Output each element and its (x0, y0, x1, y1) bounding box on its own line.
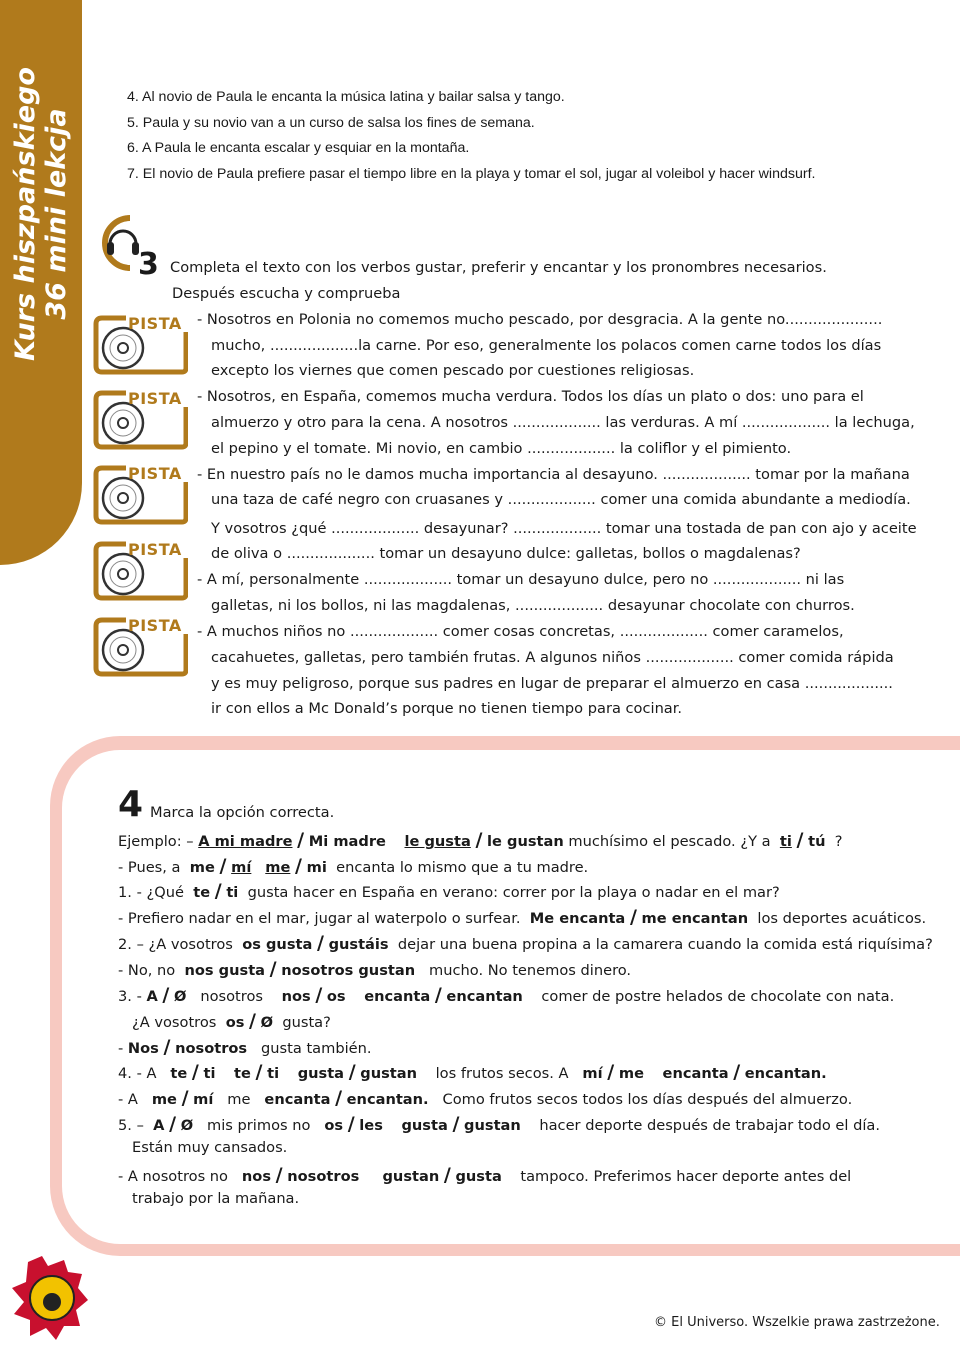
option[interactable]: encantan. (346, 1091, 429, 1108)
exercise-3-instruction-2: Después escucha y comprueba (172, 285, 401, 302)
text: gusta también. (261, 1040, 372, 1057)
option[interactable]: Ø (260, 1014, 274, 1031)
exercise-3-line: excepto los viernes que comen pescado por cuestiones religiosas. (211, 362, 695, 379)
slash: / (295, 855, 302, 877)
text: mis primos no (207, 1117, 311, 1134)
option[interactable]: gustan (464, 1117, 521, 1134)
option[interactable]: gustan (360, 1065, 418, 1082)
text: - Prefiero nadar en el mar, jugar al waterpolo o surfear. (118, 910, 521, 927)
slash: / (796, 829, 804, 851)
pista-label: PISTA (128, 616, 182, 635)
slash: / (249, 1010, 256, 1032)
option[interactable]: nos (241, 1168, 272, 1185)
exercise-4-line (118, 880, 780, 902)
exercise-4-line (118, 958, 631, 980)
exercise-4-line (118, 1061, 827, 1083)
text: tampoco. Preferimos hacer deporte antes del (520, 1168, 852, 1185)
slash: / (214, 880, 222, 902)
option[interactable]: mí (582, 1065, 603, 1082)
course-title-line2: 36 mini lekcja (41, 108, 72, 320)
exercise-3-line: mucho, ...................la carne. Por eso, generalmente los polacos comen carne todos los días (211, 337, 882, 354)
audio-track-3[interactable] (92, 464, 188, 526)
slash: / (219, 855, 227, 877)
option[interactable]: ti (267, 1065, 280, 1082)
exercise-4-line (118, 1087, 852, 1109)
slash: / (607, 1061, 615, 1083)
slash: / (191, 1061, 199, 1083)
exercise-3-number: 3 (138, 247, 159, 282)
option[interactable]: ti (226, 884, 239, 901)
option[interactable]: encanta (364, 988, 431, 1005)
option[interactable]: me encantan (641, 910, 749, 927)
text: Ejemplo: – (118, 833, 194, 850)
option[interactable]: te (193, 884, 211, 901)
option[interactable]: ti (203, 1065, 216, 1082)
option[interactable]: Mi madre (308, 833, 386, 850)
text: dejar una buena propina a la camarera cuando la comida está riquísima? (397, 936, 933, 953)
publisher-logo (8, 1252, 92, 1344)
option[interactable]: A mi madre (198, 833, 293, 850)
option[interactable]: tú (808, 833, 826, 850)
slash: / (162, 984, 170, 1006)
option[interactable]: encanta (662, 1065, 729, 1082)
exercise-4-line (118, 906, 926, 928)
exercise-4-line (118, 855, 588, 877)
option[interactable]: me (151, 1091, 177, 1108)
option[interactable]: gusta (401, 1117, 448, 1134)
option[interactable]: gustáis (328, 936, 389, 953)
option[interactable]: nosotros (287, 1168, 360, 1185)
slash: / (181, 1087, 189, 1109)
option[interactable]: Me encanta (529, 910, 626, 927)
text: hacer deporte después de trabajar todo el día. (539, 1117, 880, 1134)
exercise-3-instruction: Completa el texto con los verbos gustar, preferir y encantar y los pronombres necesarios. (170, 259, 827, 276)
option[interactable]: os gusta (242, 936, 313, 953)
exercise-3-line: cacahuetes, galletas, pero también frutas. A algunos niños ................... comer comida rápida (211, 649, 894, 666)
pista-label: PISTA (128, 540, 182, 559)
statement-4: 4. Al novio de Paula le encanta la música latina y bailar salsa y tango. (127, 89, 565, 105)
course-title-line1: Kurs hiszpańskiego (10, 67, 41, 361)
option[interactable]: nosotros gustan (281, 962, 416, 979)
audio-track-5[interactable] (92, 616, 188, 678)
text: mucho. No tenemos dinero. (429, 962, 632, 979)
text: - (118, 1040, 124, 1057)
option[interactable]: os (324, 1117, 344, 1134)
option[interactable]: A (153, 1117, 165, 1134)
option[interactable]: encantan (446, 988, 523, 1005)
text: - No, no (118, 962, 176, 979)
option[interactable]: ti (779, 833, 792, 850)
text: comer de postre helados de chocolate con nata. (541, 988, 895, 1005)
slash: / (275, 1164, 283, 1186)
text: gusta? (282, 1014, 331, 1031)
option[interactable]: gustan (382, 1168, 440, 1185)
exercise-3-line: galletas, ni los bollos, ni las magdalenas, ................... desayunar chocolate con churros. (211, 597, 855, 614)
option[interactable]: te (234, 1065, 251, 1082)
text: me (227, 1091, 251, 1108)
text: gusta hacer en España en verano: correr por la playa o nadar en el mar? (247, 884, 780, 901)
slash: / (629, 906, 637, 928)
statement-7: 7. El novio de Paula prefiere pasar el tiempo libre en la playa y tomar el sol, jugar al voleibol y hacer windsurf. (127, 166, 816, 182)
option[interactable]: nos (281, 988, 311, 1005)
option[interactable]: encantan. (744, 1065, 827, 1082)
slash: / (348, 1061, 356, 1083)
text: los deportes acuáticos. (757, 910, 927, 927)
option[interactable]: gusta (455, 1168, 502, 1185)
option[interactable]: Ø (180, 1117, 194, 1134)
audio-track-1[interactable] (92, 314, 188, 376)
option[interactable]: mi (306, 859, 327, 876)
exercise-3-line: - A mí, personalmente ................... tomar un desayuno dulce, pero no ................... ni las (197, 571, 845, 588)
option[interactable]: Ø (174, 988, 187, 1005)
exercise-3-line: ir con ellos a Mc Donald’s porque no tienen tiempo para cocinar. (211, 700, 683, 717)
exercise-4-line: Están muy cansados. (132, 1139, 288, 1156)
exercise-4-line (118, 1164, 851, 1186)
option[interactable]: me (618, 1065, 644, 1082)
exercise-4-number: 4 (118, 784, 144, 825)
slash: / (443, 1164, 451, 1186)
exercise-3-line: - Nosotros, en España, comemos mucha verdura. Todos los días un plato o dos: uno para el (197, 388, 864, 405)
text: 3. - (118, 988, 142, 1005)
exercise-3-line: de oliva o ................... tomar un desayuno dulce: galletas, bollos o magdalenas? (211, 545, 801, 562)
exercise-4-example (118, 829, 843, 851)
text: - A (118, 1091, 138, 1108)
option[interactable]: te (170, 1065, 188, 1082)
text: - A nosotros no (118, 1168, 228, 1185)
slash: / (169, 1113, 177, 1135)
option[interactable]: les (359, 1117, 383, 1134)
option[interactable]: le gustan (487, 833, 564, 850)
text: ? (834, 833, 843, 850)
exercise-3-line: - En nuestro país no le damos mucha importancia al desayuno. ................... tomar por la mañana (197, 466, 910, 483)
text: 5. – (118, 1117, 144, 1134)
option[interactable]: nosotros (175, 1040, 248, 1057)
slash: / (297, 829, 305, 851)
option[interactable]: mí (193, 1091, 214, 1108)
text: muchísimo el pescado. ¿Y a (568, 833, 771, 850)
exercise-3-line: el pepino y el tomate. Mi novio, en cambio ................... la coliflor y el pimiento. (211, 440, 792, 457)
slash: / (434, 984, 442, 1006)
text: ¿A vosotros (132, 1014, 217, 1031)
exercise-4-line (118, 1113, 880, 1135)
statement-5: 5. Paula y su novio van a un curso de salsa los fines de semana. (127, 115, 535, 131)
option[interactable]: os (225, 1014, 245, 1031)
slash: / (452, 1113, 460, 1135)
text: 1. - ¿Qué (118, 884, 184, 901)
option[interactable]: me (189, 859, 215, 876)
slash: / (316, 932, 324, 954)
text: - Pues, a (118, 859, 181, 876)
pista-label: PISTA (128, 464, 182, 483)
text: Como frutos secos todos los días después del almuerzo. (442, 1091, 853, 1108)
exercise-4-line (132, 1010, 331, 1032)
slash: / (163, 1036, 171, 1058)
slash: / (733, 1061, 741, 1083)
audio-track-4[interactable] (92, 540, 188, 602)
exercise-4-instruction: Marca la opción correcta. (150, 804, 335, 821)
slash: / (315, 984, 323, 1006)
exercise-4-line (118, 932, 933, 954)
exercise-4-line (118, 1036, 372, 1058)
text: encanta lo mismo que a tu madre. (336, 859, 589, 876)
audio-track-2[interactable] (92, 389, 188, 451)
pista-label: PISTA (128, 389, 182, 408)
option[interactable]: mí (231, 859, 252, 876)
statement-6: 6. A Paula le encanta escalar y esquiar en la montaña. (127, 140, 470, 156)
copyright-notice: © El Universo. Wszelkie prawa zastrzeżone. (654, 1315, 940, 1330)
text: 2. – ¿A vosotros (118, 936, 233, 953)
option[interactable]: os (326, 988, 346, 1005)
exercise-4-line: trabajo por la mañana. (132, 1190, 300, 1207)
slash: / (269, 958, 277, 980)
slash: / (347, 1113, 355, 1135)
text: los frutos secos. A (435, 1065, 569, 1082)
option[interactable]: A (146, 988, 158, 1005)
option[interactable]: Nos (127, 1040, 159, 1057)
option[interactable]: gusta (297, 1065, 345, 1082)
option[interactable]: me (265, 859, 291, 876)
text: 4. - A (118, 1065, 157, 1082)
exercise-3-line: - Nosotros en Polonia no comemos mucho pescado, por desgracia. A la gente no..................... (197, 311, 883, 328)
exercise-4-line (118, 984, 894, 1006)
course-title (0, 0, 82, 380)
pista-label: PISTA (128, 314, 182, 333)
option[interactable]: encanta (264, 1091, 331, 1108)
slash: / (335, 1087, 343, 1109)
exercise-3-line: y es muy peligroso, porque sus padres en lugar de preparar el almuerzo en casa ................... (211, 675, 893, 692)
slash: / (255, 1061, 263, 1083)
option[interactable]: le gusta (404, 833, 471, 850)
exercise-3-line: una taza de café negro con cruasanes y ................... comer una comida abundante a mediodía. (211, 491, 911, 508)
exercise-3-line: almuerzo y otro para la cena. A nosotros ................... las verduras. A mí ................... la lechuga, (211, 414, 915, 431)
slash: / (475, 829, 483, 851)
text: nosotros (200, 988, 263, 1005)
exercise-3-line: Y vosotros ¿qué ................... desayunar? ................... tomar una tostada de pan con ajo y aceite (211, 520, 917, 537)
exercise-3-line: - A muchos niños no ................... comer cosas concretas, ................... comer caramelos, (197, 623, 844, 640)
option[interactable]: nos gusta (184, 962, 266, 979)
